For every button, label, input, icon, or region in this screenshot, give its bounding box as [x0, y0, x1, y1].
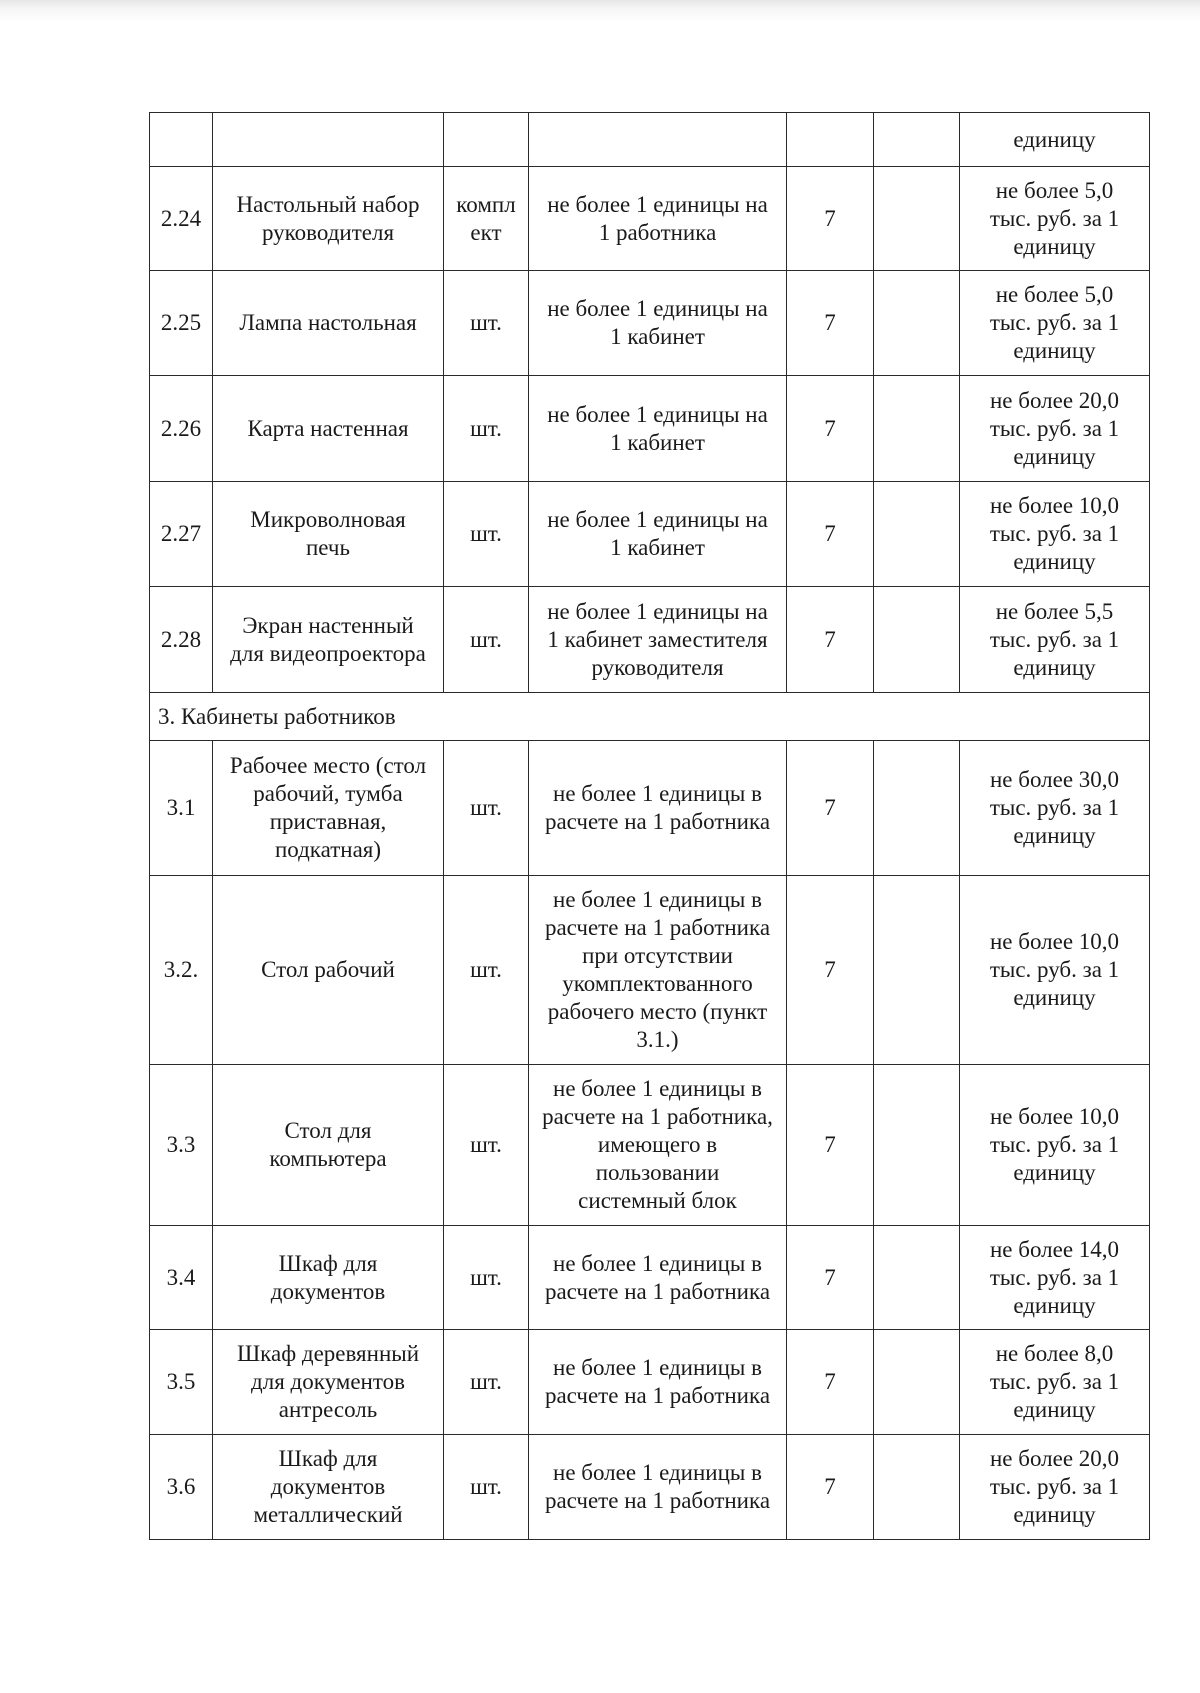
- cell-extra: [874, 1226, 960, 1330]
- cell-name: Экран настенный для видеопроектора: [213, 587, 444, 693]
- cell-num: 2.26: [150, 376, 213, 482]
- cell-num: 2.25: [150, 271, 213, 376]
- cell-unit: шт.: [444, 1330, 529, 1435]
- cell-unit: шт.: [444, 1226, 529, 1330]
- cell-price: не более 10,0 тыс. руб. за 1 единицу: [960, 482, 1150, 587]
- cell-extra: [874, 167, 960, 271]
- cell-num: 3.5: [150, 1330, 213, 1435]
- cell-name: Лампа настольная: [213, 271, 444, 376]
- cell-norm: не более 1 единицы на 1 кабинет: [529, 376, 787, 482]
- cell-extra: [874, 741, 960, 876]
- cell-unit: шт.: [444, 376, 529, 482]
- cell-price: не более 10,0 тыс. руб. за 1 единицу: [960, 1065, 1150, 1226]
- cell-norm: не более 1 единицы на 1 кабинет: [529, 271, 787, 376]
- table-row: [150, 876, 1150, 1065]
- cell-norm: не более 1 единицы на 1 кабинет заместителя руководителя: [529, 587, 787, 693]
- cell-name: Шкаф для документов металлический: [213, 1435, 444, 1540]
- cell-price: не более 14,0 тыс. руб. за 1 единицу: [960, 1226, 1150, 1330]
- table-row: [150, 167, 1150, 271]
- cell-norm: не более 1 единицы в расчете на 1 работника: [529, 1330, 787, 1435]
- cell-price: не более 20,0 тыс. руб. за 1 единицу: [960, 1435, 1150, 1540]
- cell-price: единицу: [960, 113, 1150, 167]
- cell-num: 2.27: [150, 482, 213, 587]
- cell-term: 7: [787, 1226, 874, 1330]
- cell-term: 7: [787, 1330, 874, 1435]
- scan-top-edge: [0, 0, 1200, 22]
- section-title: 3. Кабинеты работников: [150, 693, 1150, 741]
- cell-term: [787, 113, 874, 167]
- table-row: [150, 1330, 1150, 1435]
- cell-term: 7: [787, 482, 874, 587]
- cell-price: не более 5,0 тыс. руб. за 1 единицу: [960, 271, 1150, 376]
- cell-term: 7: [787, 1435, 874, 1540]
- cell-num: 3.2.: [150, 876, 213, 1065]
- table-row: [150, 376, 1150, 482]
- cell-num: 3.6: [150, 1435, 213, 1540]
- cell-unit: шт.: [444, 482, 529, 587]
- cell-name: Микроволновая печь: [213, 482, 444, 587]
- cell-name: Шкаф для документов: [213, 1226, 444, 1330]
- table-row: [150, 741, 1150, 876]
- cell-term: 7: [787, 587, 874, 693]
- cell-term: 7: [787, 167, 874, 271]
- cell-name: Настольный набор руководителя: [213, 167, 444, 271]
- cell-num: 2.24: [150, 167, 213, 271]
- table-row: [150, 1226, 1150, 1330]
- cell-norm: не более 1 единицы в расчете на 1 работника: [529, 1226, 787, 1330]
- cell-num: 3.3: [150, 1065, 213, 1226]
- cell-norm: не более 1 единицы в расчете на 1 работника, имеющего в пользовании системный блок: [529, 1065, 787, 1226]
- cell-norm: не более 1 единицы на 1 работника: [529, 167, 787, 271]
- table-row: [150, 482, 1150, 587]
- cell-name: [213, 113, 444, 167]
- table-row: [150, 1435, 1150, 1540]
- cell-extra: [874, 876, 960, 1065]
- cell-name: Рабочее место (стол рабочий, тумба приставная, подкатная): [213, 741, 444, 876]
- cell-unit: шт.: [444, 741, 529, 876]
- table-row: [150, 1065, 1150, 1226]
- cell-unit: шт.: [444, 587, 529, 693]
- cell-price: не более 5,5 тыс. руб. за 1 единицу: [960, 587, 1150, 693]
- cell-term: 7: [787, 741, 874, 876]
- cell-price: не более 20,0 тыс. руб. за 1 единицу: [960, 376, 1150, 482]
- cell-unit: шт.: [444, 876, 529, 1065]
- cell-term: 7: [787, 1065, 874, 1226]
- cell-unit: шт.: [444, 1065, 529, 1226]
- cell-price: не более 10,0 тыс. руб. за 1 единицу: [960, 876, 1150, 1065]
- cell-extra: [874, 376, 960, 482]
- norms-table: [149, 112, 1150, 1540]
- table-row: [150, 271, 1150, 376]
- cell-norm: не более 1 единицы в расчете на 1 работника при отсутствии укомплектованного рабочего место (пункт 3.1.): [529, 876, 787, 1065]
- cell-term: 7: [787, 271, 874, 376]
- cell-name: Стол рабочий: [213, 876, 444, 1065]
- cell-norm: не более 1 единицы в расчете на 1 работника: [529, 741, 787, 876]
- cell-extra: [874, 1330, 960, 1435]
- cell-norm: не более 1 единицы в расчете на 1 работника: [529, 1435, 787, 1540]
- cell-unit: компл ект: [444, 167, 529, 271]
- cell-norm: [529, 113, 787, 167]
- cell-unit: шт.: [444, 1435, 529, 1540]
- cell-name: Шкаф деревянный для документов антресоль: [213, 1330, 444, 1435]
- cell-extra: [874, 1065, 960, 1226]
- cell-extra: [874, 482, 960, 587]
- cell-name: Карта настенная: [213, 376, 444, 482]
- table-row: [150, 113, 1150, 167]
- cell-norm: не более 1 единицы на 1 кабинет: [529, 482, 787, 587]
- cell-extra: [874, 113, 960, 167]
- cell-num: 2.28: [150, 587, 213, 693]
- cell-num: 3.1: [150, 741, 213, 876]
- table-row: [150, 587, 1150, 693]
- cell-price: не более 5,0 тыс. руб. за 1 единицу: [960, 167, 1150, 271]
- cell-price: не более 30,0 тыс. руб. за 1 единицу: [960, 741, 1150, 876]
- section-header-row: [150, 693, 1150, 741]
- cell-term: 7: [787, 876, 874, 1065]
- cell-extra: [874, 271, 960, 376]
- cell-unit: [444, 113, 529, 167]
- cell-price: не более 8,0 тыс. руб. за 1 единицу: [960, 1330, 1150, 1435]
- cell-num: [150, 113, 213, 167]
- cell-term: 7: [787, 376, 874, 482]
- cell-unit: шт.: [444, 271, 529, 376]
- cell-extra: [874, 587, 960, 693]
- cell-extra: [874, 1435, 960, 1540]
- cell-num: 3.4: [150, 1226, 213, 1330]
- cell-name: Стол для компьютера: [213, 1065, 444, 1226]
